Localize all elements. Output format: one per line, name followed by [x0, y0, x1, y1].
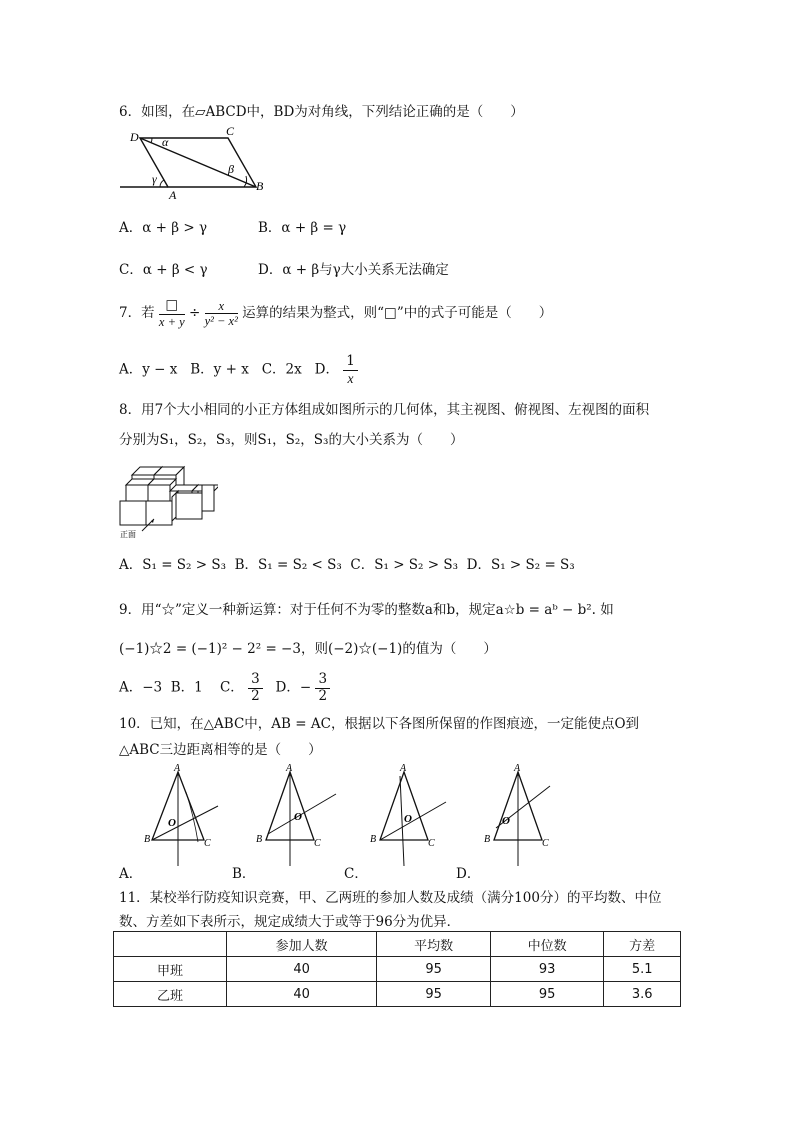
q10-option-b: B． — [232, 866, 256, 882]
q10c-label-c: C — [428, 838, 435, 849]
table-cell: 甲班 — [114, 957, 227, 982]
q10b-label-c: C — [314, 838, 321, 849]
q7-den1: x + y — [158, 314, 185, 329]
q9-d-num: 3 — [315, 672, 330, 689]
q9-options — [119, 672, 330, 704]
q7-option-d-num: 1 — [343, 354, 358, 371]
q8-option-c: C．S₁ > S₂ > S₃ — [350, 557, 459, 573]
q8-front-label: 正面 — [120, 530, 136, 539]
table-header-cell — [114, 932, 227, 957]
q10b-label-o: O — [294, 811, 302, 823]
q6-label-beta: β — [228, 162, 234, 176]
q7-div: ÷ — [188, 304, 201, 321]
q7-fraction-1 — [159, 298, 185, 329]
q10-option-c: C． — [344, 866, 368, 882]
q6-option-d: D．α + β与γ大小关系无法确定 — [258, 262, 449, 278]
q8-cubes-figure — [118, 463, 218, 539]
table-cell: 乙班 — [114, 982, 227, 1007]
table-cell: 3.6 — [604, 982, 681, 1007]
q6-label-a: A — [169, 188, 177, 200]
q8-option-b: B．S₁ = S₂ < S₃ — [234, 557, 342, 573]
q10-option-a: A． — [119, 866, 143, 882]
q6-label-b: B — [256, 179, 264, 193]
table-cell: 95 — [490, 982, 604, 1007]
q10a-label-c: C — [204, 838, 211, 849]
q9-option-d: D．− — [275, 679, 312, 696]
table-cell: 95 — [377, 957, 491, 982]
q9-option-b: B．1 — [170, 679, 203, 696]
table-header-cell: 方差 — [604, 932, 681, 957]
q9-c-num: 3 — [248, 672, 263, 689]
table-row — [114, 957, 681, 982]
q10-figure-a — [142, 762, 222, 872]
q7-option-d-den: x — [347, 370, 354, 386]
q10a-label-b: B — [144, 834, 151, 845]
q10d-label-c: C — [542, 838, 549, 849]
q7-option-c: C．2x — [261, 361, 302, 378]
q6-label-alpha: α — [162, 135, 169, 149]
q9-line-2: (−1)☆2 = (−1)² − 2² = −3，则(−2)☆(−1)的值为（ ） — [119, 641, 497, 657]
q9-option-a: A．−3 — [119, 679, 163, 696]
table-cell: 40 — [227, 957, 377, 982]
q9-c-den: 2 — [251, 687, 260, 704]
q10b-label-a: A — [286, 763, 293, 774]
q9-option-c: C． — [219, 679, 244, 696]
q8-option-a: A．S₁ = S₂ > S₃ — [119, 557, 227, 573]
q10-figure-d — [480, 762, 570, 872]
q6-option-a: A．α + β > γ — [119, 220, 208, 236]
q7-num2: x — [205, 299, 238, 314]
q10-figure-c — [366, 762, 456, 872]
table-header-cell: 参加人数 — [227, 932, 377, 957]
q10d-label-o: O — [502, 815, 510, 827]
q9-option-c-fraction — [248, 672, 263, 704]
q10c-label-b: B — [370, 834, 377, 845]
q10c-label-a: A — [400, 763, 407, 774]
q10a-label-o: O — [168, 817, 176, 829]
q8-option-d: D．S₁ > S₂ = S₃ — [466, 557, 575, 573]
q8-line-1: 8．用7个大小相同的小正方体组成如图所示的几何体，其主视图、俯视图、左视图的面积 — [119, 402, 650, 418]
table-header-row — [114, 932, 681, 957]
q10d-label-b: B — [484, 834, 491, 845]
table-header-cell: 平均数 — [377, 932, 491, 957]
q6-parallelogram-figure — [118, 124, 278, 200]
q10-option-d: D． — [456, 866, 481, 882]
q10-figure-b — [252, 762, 342, 872]
q11-line-2: 数、方差如下表所示，规定成绩大于或等于96分为优异． — [119, 914, 461, 930]
q7-option-d: D． — [314, 361, 339, 378]
q7-suffix: 运算的结果为整式，则“□”中的式子可能是（ ） — [242, 304, 553, 321]
table-cell: 95 — [377, 982, 491, 1007]
q9-d-den: 2 — [318, 687, 328, 704]
table-cell: 5.1 — [604, 957, 681, 982]
q6-label-c: C — [226, 124, 235, 138]
q7-fraction-2 — [205, 299, 238, 329]
q7-stem — [119, 298, 552, 329]
q10c-label-o: O — [404, 813, 412, 825]
q6-option-c: C．α + β < γ — [119, 262, 208, 278]
q8-options — [119, 553, 575, 573]
q10-line-2: △ABC三边距离相等的是（ ） — [119, 742, 322, 758]
q7-option-a: A．y − x — [119, 361, 178, 378]
q6-option-b: B．α + β = γ — [258, 220, 347, 236]
q8-line-2: 分别为S₁，S₂，S₃，则S₁，S₂，S₃的大小关系为（ ） — [119, 432, 464, 448]
q7-options — [119, 354, 358, 386]
q7-option-b: B．y + x — [190, 361, 249, 378]
q6-label-gamma: γ — [152, 172, 157, 186]
q10d-label-a: A — [514, 763, 521, 774]
q6-label-d: D — [130, 130, 139, 144]
q7-option-d-fraction — [343, 354, 358, 386]
q11-stats-table — [113, 931, 681, 1007]
table-cell: 93 — [490, 957, 604, 982]
q7-box: □ — [159, 298, 185, 315]
q7-den2: y² − x² — [204, 313, 238, 328]
q10b-label-b: B — [256, 834, 263, 845]
table-header-cell: 中位数 — [490, 932, 604, 957]
q10a-label-a: A — [174, 763, 181, 774]
table-row — [114, 982, 681, 1007]
q6-stem: 6．如图，在▱ABCD中，BD为对角线，下列结论正确的是（ ） — [119, 104, 524, 120]
table-cell: 40 — [227, 982, 377, 1007]
q9-option-d-fraction — [315, 672, 330, 704]
q7-prefix: 7．若 — [119, 304, 155, 321]
q9-line-1: 9．用“☆”定义一种新运算：对于任何不为零的整数a和b，规定a☆b = aᵇ − b². 如 — [119, 602, 614, 618]
q10-line-1: 10．已知，在△ABC中，AB = AC，根据以下各图所保留的作图痕迹，一定能使点O到 — [119, 716, 640, 732]
q11-line-1: 11．某校举行防疫知识竞赛，甲、乙两班的参加人数及成绩（满分100分）的平均数、中位 — [119, 890, 662, 906]
